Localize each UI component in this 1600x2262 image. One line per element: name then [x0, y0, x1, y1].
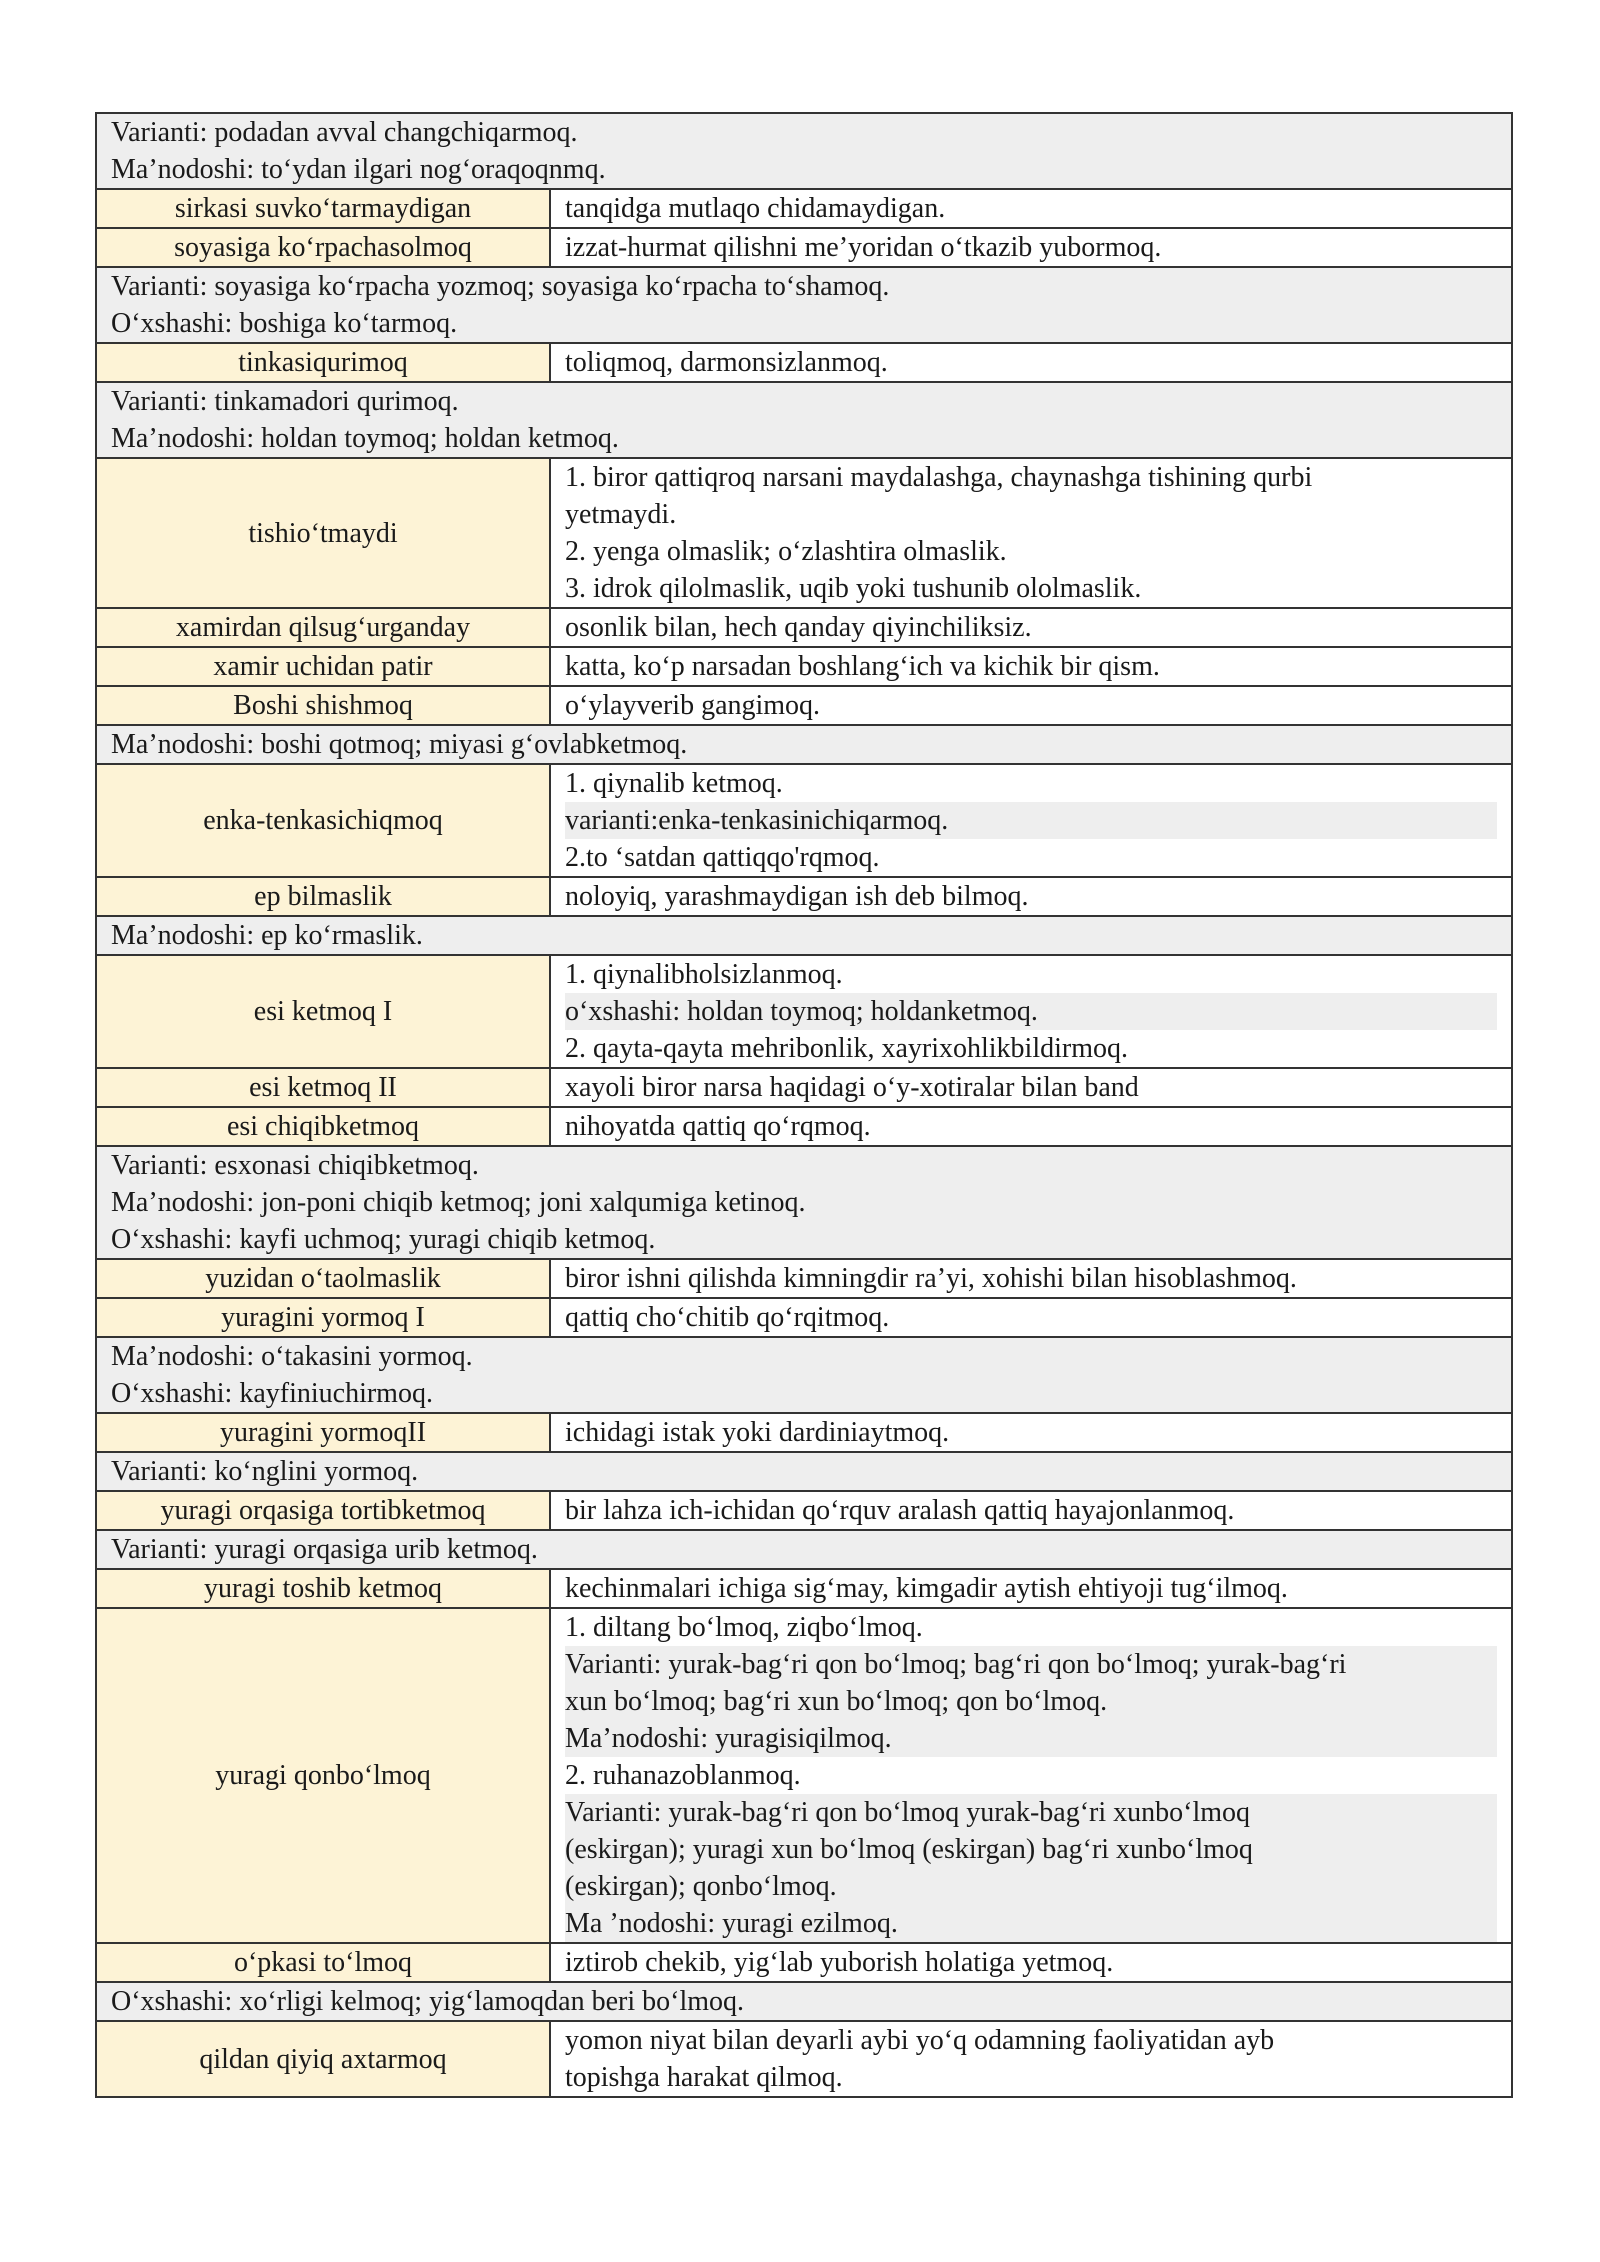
definition-line: osonlik bilan, hech qanday qiyinchiliksiz.	[565, 612, 1032, 643]
definition-line: izzat-hurmat qilishni me’yoridan o‘tkazib yubormoq.	[565, 232, 1162, 263]
note-line: O‘xshashi: kayfiniuchirmoq.	[111, 1378, 433, 1409]
note-line: Ma’nodoshi: boshi qotmoq; miyasi g‘ovlabketmoq.	[111, 729, 688, 760]
definition-cell	[550, 1569, 1512, 1608]
note-cell	[96, 1982, 1512, 2021]
note-row	[96, 267, 1512, 343]
entry-row	[96, 647, 1512, 686]
definition-line: bir lahza ich-ichidan qo‘rquv aralash qattiq hayajonlanmoq.	[565, 1495, 1235, 1526]
definition-cell	[550, 1298, 1512, 1337]
definition-cell	[550, 686, 1512, 725]
definition-line: katta, ko‘p narsadan boshlang‘ich va kichik bir qism.	[565, 651, 1160, 682]
note-cell	[96, 1146, 1512, 1259]
term-cell: soyasiga ko‘rpachasolmoq	[96, 228, 550, 267]
definition-cell	[550, 1259, 1512, 1298]
definition-line: qattiq cho‘chitib qo‘rqitmoq.	[565, 1302, 890, 1333]
definition-line: Varianti: yurak-bag‘ri qon bo‘lmoq yurak-bag‘ri xunbo‘lmoq	[565, 1794, 1497, 1831]
definition-line: xayoli biror narsa haqidagi o‘y-xotiralar bilan band	[565, 1072, 1139, 1103]
definition-line: 1. biror qattiqroq narsani maydalashga, chaynashga tishining qurbi	[565, 462, 1313, 493]
definition-line: (eskirgan); yuragi xun bo‘lmoq (eskirgan) bag‘ri xunbo‘lmoq	[565, 1831, 1497, 1868]
note-line: Ma’nodoshi: ep ko‘rmaslik.	[111, 920, 423, 951]
entry-row	[96, 343, 1512, 382]
note-line: Varianti: ko‘nglini yormoq.	[111, 1456, 419, 1487]
definition-cell	[550, 877, 1512, 916]
note-line: O‘xshashi: boshiga ko‘tarmoq.	[111, 308, 458, 339]
definition-line: (eskirgan); qonbo‘lmoq.	[565, 1868, 1497, 1905]
term-cell: esi ketmoq I	[96, 955, 550, 1068]
note-line: Ma’nodoshi: holdan toymoq; holdan ketmoq.	[111, 423, 619, 454]
entry-row	[96, 877, 1512, 916]
note-row	[96, 382, 1512, 458]
term-cell: qildan qiyiq axtarmoq	[96, 2021, 550, 2097]
definition-line: topishga harakat qilmoq.	[565, 2062, 843, 2093]
entry-row	[96, 458, 1512, 608]
definition-line: tanqidga mutlaqo chidamaydigan.	[565, 193, 946, 224]
note-row	[96, 1982, 1512, 2021]
note-cell	[96, 1452, 1512, 1491]
entry-row	[96, 1107, 1512, 1146]
definition-line: ichidagi istak yoki dardiniaytmoq.	[565, 1417, 950, 1448]
definition-cell	[550, 189, 1512, 228]
definition-line: 2.to ‘satdan qattiqqo'rqmoq.	[565, 842, 880, 873]
note-line: Ma’nodoshi: jon-poni chiqib ketmoq; joni xalqumiga ketinoq.	[111, 1187, 806, 1218]
note-cell	[96, 1530, 1512, 1569]
entry-row	[96, 764, 1512, 877]
note-line: Varianti: yuragi orqasiga urib ketmoq.	[111, 1534, 538, 1565]
definition-line: 2. qayta-qayta mehribonlik, xayrixohlikbildirmoq.	[565, 1033, 1128, 1064]
entry-row	[96, 1259, 1512, 1298]
entry-row	[96, 2021, 1512, 2097]
entry-row	[96, 1943, 1512, 1982]
term-cell: esi chiqibketmoq	[96, 1107, 550, 1146]
note-row	[96, 1337, 1512, 1413]
definition-cell	[550, 647, 1512, 686]
note-cell	[96, 382, 1512, 458]
definition-cell	[550, 608, 1512, 647]
definition-line: 1. qiynalibholsizlanmoq.	[565, 959, 843, 990]
term-cell: xamir uchidan patir	[96, 647, 550, 686]
term-cell: yuzidan o‘taolmaslik	[96, 1259, 550, 1298]
note-row	[96, 1146, 1512, 1259]
term-cell: yuragini yormoq I	[96, 1298, 550, 1337]
definition-line: xun bo‘lmoq; bag‘ri xun bo‘lmoq; qon bo‘lmoq.	[565, 1683, 1497, 1720]
definition-cell	[550, 2021, 1512, 2097]
definition-line: 2. yenga olmaslik; o‘zlashtira olmaslik.	[565, 536, 1007, 567]
note-line: Ma’nodoshi: o‘takasini yormoq.	[111, 1341, 473, 1372]
definition-line: noloyiq, yarashmaydigan ish deb bilmoq.	[565, 881, 1029, 912]
entry-row	[96, 1413, 1512, 1452]
term-cell: xamirdan qilsug‘urganday	[96, 608, 550, 647]
entry-row	[96, 1608, 1512, 1943]
dictionary-page	[95, 112, 1511, 2098]
phraseology-table	[95, 112, 1513, 2098]
entry-row	[96, 189, 1512, 228]
entry-row	[96, 1569, 1512, 1608]
entry-row	[96, 1298, 1512, 1337]
note-row	[96, 916, 1512, 955]
definition-line: 1. diltang bo‘lmoq, ziqbo‘lmoq.	[565, 1612, 923, 1643]
term-cell: enka-tenkasichiqmoq	[96, 764, 550, 877]
note-cell	[96, 1337, 1512, 1413]
entry-row	[96, 1068, 1512, 1107]
definition-line: 2. ruhanazoblanmoq.	[565, 1760, 801, 1791]
note-row	[96, 1452, 1512, 1491]
note-row	[96, 1530, 1512, 1569]
note-cell	[96, 113, 1512, 189]
definition-line: Varianti: yurak-bag‘ri qon bo‘lmoq; bag‘ri qon bo‘lmoq; yurak-bag‘ri	[565, 1646, 1497, 1683]
term-cell: yuragi toshib ketmoq	[96, 1569, 550, 1608]
definition-line: o‘ylayverib gangimoq.	[565, 690, 821, 721]
note-line: O‘xshashi: xo‘rligi kelmoq; yig‘lamoqdan beri bo‘lmoq.	[111, 1986, 745, 2017]
definition-cell	[550, 1413, 1512, 1452]
definition-cell	[550, 955, 1512, 1068]
definition-cell	[550, 1943, 1512, 1982]
entry-row	[96, 955, 1512, 1068]
definition-cell	[550, 1068, 1512, 1107]
definition-line: kechinmalari ichiga sig‘may, kimgadir aytish ehtiyoji tug‘ilmoq.	[565, 1573, 1288, 1604]
definition-line: yetmaydi.	[565, 499, 677, 530]
entry-row	[96, 1491, 1512, 1530]
definition-cell	[550, 1107, 1512, 1146]
entry-row	[96, 686, 1512, 725]
term-cell: sirkasi suvko‘tarmaydigan	[96, 189, 550, 228]
definition-line: biror ishni qilishda kimningdir ra’yi, xohishi bilan hisoblashmoq.	[565, 1263, 1297, 1294]
definition-cell	[550, 228, 1512, 267]
term-cell: yuragi orqasiga tortibketmoq	[96, 1491, 550, 1530]
definition-line: 1. qiynalib ketmoq.	[565, 768, 783, 799]
definition-line: Ma ’nodoshi: yuragi ezilmoq.	[565, 1905, 1497, 1942]
note-line: Varianti: soyasiga ko‘rpacha yozmoq; soyasiga ko‘rpacha to‘shamoq.	[111, 271, 890, 302]
note-cell	[96, 267, 1512, 343]
term-cell: yuragini yormoqII	[96, 1413, 550, 1452]
term-cell: tishio‘tmaydi	[96, 458, 550, 608]
term-cell: tinkasiqurimoq	[96, 343, 550, 382]
note-line: Ma’nodoshi: to‘ydan ilgari nog‘oraqoqnmq.	[111, 154, 606, 185]
term-cell: o‘pkasi to‘lmoq	[96, 1943, 550, 1982]
definition-line: iztirob chekib, yig‘lab yuborish holatiga yetmoq.	[565, 1947, 1114, 1978]
note-line: Varianti: podadan avval changchiqarmoq.	[111, 117, 578, 148]
entry-row	[96, 228, 1512, 267]
note-line: Varianti: tinkamadori qurimoq.	[111, 386, 459, 417]
definition-cell	[550, 343, 1512, 382]
note-cell	[96, 725, 1512, 764]
definition-cell	[550, 1491, 1512, 1530]
note-line: Varianti: esxonasi chiqibketmoq.	[111, 1150, 479, 1181]
term-cell: Boshi shishmoq	[96, 686, 550, 725]
definition-line: yomon niyat bilan deyarli aybi yo‘q odamning faoliyatidan ayb	[565, 2025, 1275, 2056]
definition-line: o‘xshashi: holdan toymoq; holdanketmoq.	[565, 993, 1497, 1030]
term-cell: yuragi qonbo‘lmoq	[96, 1608, 550, 1943]
term-cell: esi ketmoq II	[96, 1068, 550, 1107]
definition-line: Ma’nodoshi: yuragisiqilmoq.	[565, 1720, 1497, 1757]
note-row	[96, 725, 1512, 764]
note-cell	[96, 916, 1512, 955]
definition-cell	[550, 764, 1512, 877]
definition-cell	[550, 458, 1512, 608]
note-row	[96, 113, 1512, 189]
definition-line: varianti:enka-tenkasinichiqarmoq.	[565, 802, 1497, 839]
entry-row	[96, 608, 1512, 647]
term-cell: ep bilmaslik	[96, 877, 550, 916]
note-line: O‘xshashi: kayfi uchmoq; yuragi chiqib ketmoq.	[111, 1224, 656, 1255]
definition-line: toliqmoq, darmonsizlanmoq.	[565, 347, 888, 378]
definition-line: 3. idrok qilolmaslik, uqib yoki tushunib ololmaslik.	[565, 573, 1142, 604]
definition-line: nihoyatda qattiq qo‘rqmoq.	[565, 1111, 871, 1142]
definition-cell	[550, 1608, 1512, 1943]
